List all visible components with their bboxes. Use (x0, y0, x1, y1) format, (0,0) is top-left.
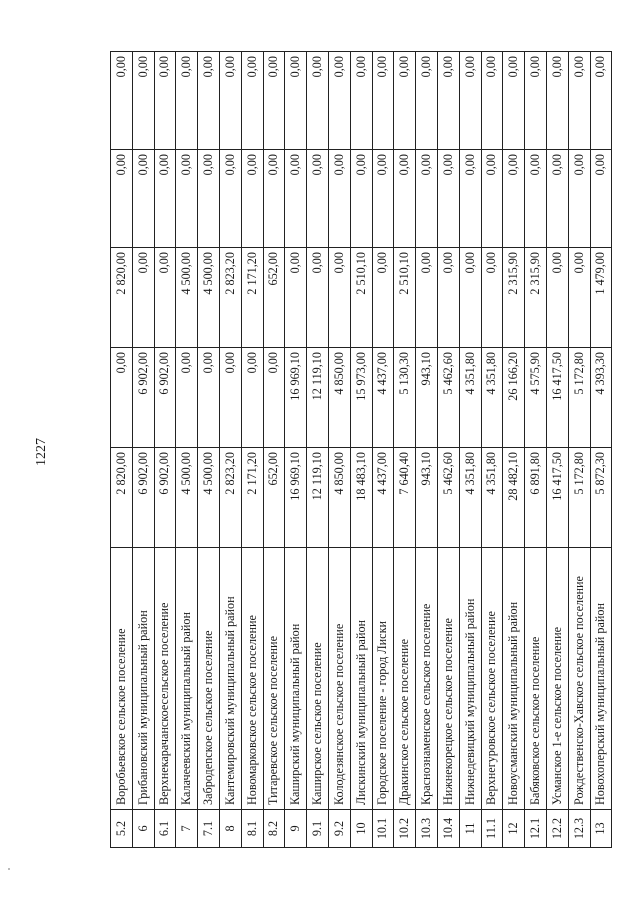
amount-cell: 0,00 (132, 150, 154, 248)
municipality-name-cell: Верхнекарачанскоесельское поселение (154, 548, 176, 810)
amount-cell: 2 823,20 (219, 248, 241, 348)
amount-cell: 1 479,00 (590, 248, 612, 348)
amount-cell: 6 902,00 (154, 448, 176, 548)
amount-cell: 4 393,30 (590, 348, 612, 448)
amount-cell: 0,00 (111, 348, 133, 448)
amount-cell: 0,00 (481, 248, 503, 348)
row-number-cell: 10.4 (437, 810, 459, 848)
amount-cell: 5 172,80 (568, 448, 590, 548)
amount-cell: 0,00 (328, 52, 350, 150)
row-number-cell: 7.1 (198, 810, 220, 848)
amount-cell: 0,00 (394, 52, 416, 150)
table-row (198, 52, 220, 848)
municipality-name-cell: Нижнедевицкий муниципальный район (459, 548, 481, 810)
row-number-cell: 10.3 (416, 810, 438, 848)
amount-cell: 0,00 (372, 52, 394, 150)
amount-cell: 0,00 (525, 52, 547, 150)
amount-cell: 0,00 (568, 150, 590, 248)
table-row (241, 52, 263, 848)
budget-table (110, 51, 612, 848)
table-row (263, 52, 285, 848)
amount-cell: 0,00 (459, 248, 481, 348)
amount-cell: 0,00 (132, 52, 154, 150)
amount-cell: 6 902,00 (154, 348, 176, 448)
amount-cell: 0,00 (546, 248, 568, 348)
amount-cell: 4 575,90 (525, 348, 547, 448)
row-number-cell: 7 (176, 810, 198, 848)
amount-cell: 4 351,80 (481, 348, 503, 448)
amount-cell: 0,00 (328, 248, 350, 348)
amount-cell: 6 902,00 (132, 448, 154, 548)
scan-artifact (8, 868, 10, 870)
amount-cell: 4 500,00 (198, 248, 220, 348)
table-row (154, 52, 176, 848)
amount-cell: 2 510,10 (394, 248, 416, 348)
amount-cell: 0,00 (416, 248, 438, 348)
row-number-cell: 13 (590, 810, 612, 848)
municipality-name-cell: Рождественско-Хавское сельское поселение (568, 548, 590, 810)
municipality-name-cell: Каширское сельское поселение (307, 548, 329, 810)
row-number-cell: 6 (132, 810, 154, 848)
municipality-name-cell: Каширский муниципальный район (285, 548, 307, 810)
amount-cell: 0,00 (176, 150, 198, 248)
municipality-name-cell: Калачеевский муниципальный район (176, 548, 198, 810)
amount-cell: 4 437,00 (372, 348, 394, 448)
amount-cell: 0,00 (263, 348, 285, 448)
amount-cell: 0,00 (546, 150, 568, 248)
amount-cell: 0,00 (481, 150, 503, 248)
amount-cell: 2 510,10 (350, 248, 372, 348)
amount-cell: 0,00 (154, 248, 176, 348)
amount-cell: 0,00 (285, 248, 307, 348)
amount-cell: 2 823,20 (219, 448, 241, 548)
table-row (416, 52, 438, 848)
amount-cell: 943,10 (416, 348, 438, 448)
table-row (503, 52, 525, 848)
row-number-cell: 8.1 (241, 810, 263, 848)
amount-cell: 0,00 (503, 150, 525, 248)
amount-cell: 0,00 (263, 150, 285, 248)
amount-cell: 5 872,30 (590, 448, 612, 548)
row-number-cell: 8 (219, 810, 241, 848)
amount-cell: 0,00 (525, 150, 547, 248)
amount-cell: 5 462,60 (437, 448, 459, 548)
amount-cell: 4 500,00 (176, 248, 198, 348)
row-number-cell: 9.1 (307, 810, 329, 848)
amount-cell: 0,00 (198, 348, 220, 448)
amount-cell: 0,00 (263, 52, 285, 150)
amount-cell: 0,00 (350, 52, 372, 150)
municipality-name-cell: Нижнекорецкое сельское поселение (437, 548, 459, 810)
amount-cell: 0,00 (219, 150, 241, 248)
table-row (437, 52, 459, 848)
table-row (307, 52, 329, 848)
amount-cell: 4 351,80 (481, 448, 503, 548)
table-row (219, 52, 241, 848)
row-number-cell: 11.1 (481, 810, 503, 848)
amount-cell: 0,00 (241, 52, 263, 150)
table-row (525, 52, 547, 848)
amount-cell: 652,00 (263, 448, 285, 548)
amount-cell: 6 891,80 (525, 448, 547, 548)
amount-cell: 0,00 (132, 248, 154, 348)
municipality-name-cell: Дракинское сельское поселение (394, 548, 416, 810)
amount-cell: 6 902,00 (132, 348, 154, 448)
table-row (372, 52, 394, 848)
amount-cell: 0,00 (307, 52, 329, 150)
amount-cell: 0,00 (372, 248, 394, 348)
municipality-name-cell: Городское поселение - город Лиски (372, 548, 394, 810)
amount-cell: 0,00 (568, 248, 590, 348)
table-row (590, 52, 612, 848)
amount-cell: 4 850,00 (328, 448, 350, 548)
amount-cell: 18 483,10 (350, 448, 372, 548)
amount-cell: 0,00 (176, 52, 198, 150)
table-body (111, 52, 612, 848)
amount-cell: 0,00 (285, 150, 307, 248)
amount-cell: 0,00 (219, 52, 241, 150)
municipality-name-cell: Грибановский муниципальный район (132, 548, 154, 810)
row-number-cell: 12.1 (525, 810, 547, 848)
municipality-name-cell: Забродenское сельское поселение (198, 548, 220, 810)
municipality-name-cell: Усманское 1-е сельское поселение (546, 548, 568, 810)
amount-cell: 0,00 (437, 150, 459, 248)
amount-cell: 0,00 (307, 248, 329, 348)
amount-cell: 4 850,00 (328, 348, 350, 448)
amount-cell: 4 500,00 (198, 448, 220, 548)
municipality-name-cell: Кантемировский муниципальный район (219, 548, 241, 810)
amount-cell: 0,00 (198, 52, 220, 150)
municipality-name-cell: Новохоперский муниципальный район (590, 548, 612, 810)
amount-cell: 0,00 (481, 52, 503, 150)
municipality-name-cell: Титаревское сельское поселение (263, 548, 285, 810)
amount-cell: 15 973,00 (350, 348, 372, 448)
row-number-cell: 12.3 (568, 810, 590, 848)
municipality-name-cell: Воробьевское сельское поселение (111, 548, 133, 810)
amount-cell: 0,00 (590, 150, 612, 248)
amount-cell: 2 171,20 (241, 248, 263, 348)
amount-cell: 7 640,40 (394, 448, 416, 548)
table-row (132, 52, 154, 848)
table-row (568, 52, 590, 848)
table-row (459, 52, 481, 848)
amount-cell: 0,00 (241, 348, 263, 448)
amount-cell: 2 820,00 (111, 448, 133, 548)
row-number-cell: 10.1 (372, 810, 394, 848)
amount-cell: 0,00 (328, 150, 350, 248)
page-number: 1227 (34, 438, 49, 466)
amount-cell: 2 315,90 (503, 248, 525, 348)
row-number-cell: 8.2 (263, 810, 285, 848)
amount-cell: 0,00 (590, 52, 612, 150)
amount-cell: 0,00 (568, 52, 590, 150)
amount-cell: 0,00 (459, 52, 481, 150)
amount-cell: 0,00 (416, 150, 438, 248)
amount-cell: 16 969,10 (285, 448, 307, 548)
municipality-name-cell: Новомарковское сельское поселение (241, 548, 263, 810)
amount-cell: 5 172,80 (568, 348, 590, 448)
amount-cell: 0,00 (198, 150, 220, 248)
amount-cell: 12 119,10 (307, 348, 329, 448)
amount-cell: 0,00 (111, 52, 133, 150)
row-number-cell: 10 (350, 810, 372, 848)
amount-cell: 0,00 (154, 52, 176, 150)
amount-cell: 4 437,00 (372, 448, 394, 548)
municipality-name-cell: Верхнегуровское сельское поселение (481, 548, 503, 810)
table-row (176, 52, 198, 848)
amount-cell: 2 171,20 (241, 448, 263, 548)
municipality-name-cell: Бабяковское сельское поселение (525, 548, 547, 810)
table-row (285, 52, 307, 848)
row-number-cell: 11 (459, 810, 481, 848)
table-row (350, 52, 372, 848)
amount-cell: 943,10 (416, 448, 438, 548)
amount-cell: 4 500,00 (176, 448, 198, 548)
budget-table-container (110, 52, 608, 848)
amount-cell: 12 119,10 (307, 448, 329, 548)
table-row (394, 52, 416, 848)
table-row (328, 52, 350, 848)
municipality-name-cell: Краснознаменское сельское поселение (416, 548, 438, 810)
table-row (481, 52, 503, 848)
municipality-name-cell: Новоусманский муниципальный район (503, 548, 525, 810)
row-number-cell: 12 (503, 810, 525, 848)
amount-cell: 652,00 (263, 248, 285, 348)
amount-cell: 0,00 (241, 150, 263, 248)
municipality-name-cell: Лискинский муниципальный район (350, 548, 372, 810)
amount-cell: 0,00 (503, 52, 525, 150)
table-row (546, 52, 568, 848)
amount-cell: 16 969,10 (285, 348, 307, 448)
row-number-cell: 9.2 (328, 810, 350, 848)
amount-cell: 0,00 (285, 52, 307, 150)
amount-cell: 16 417,50 (546, 448, 568, 548)
row-number-cell: 6.1 (154, 810, 176, 848)
amount-cell: 0,00 (437, 248, 459, 348)
amount-cell: 16 417,50 (546, 348, 568, 448)
table-row (111, 52, 133, 848)
amount-cell: 5 130,30 (394, 348, 416, 448)
row-number-cell: 12.2 (546, 810, 568, 848)
amount-cell: 0,00 (154, 150, 176, 248)
amount-cell: 0,00 (372, 150, 394, 248)
amount-cell: 5 462,60 (437, 348, 459, 448)
amount-cell: 0,00 (307, 150, 329, 248)
amount-cell: 0,00 (111, 150, 133, 248)
amount-cell: 2 315,90 (525, 248, 547, 348)
amount-cell: 0,00 (176, 348, 198, 448)
row-number-cell: 5.2 (111, 810, 133, 848)
amount-cell: 0,00 (394, 150, 416, 248)
row-number-cell: 9 (285, 810, 307, 848)
amount-cell: 0,00 (416, 52, 438, 150)
amount-cell: 2 820,00 (111, 248, 133, 348)
amount-cell: 0,00 (350, 150, 372, 248)
amount-cell: 4 351,80 (459, 348, 481, 448)
amount-cell: 0,00 (437, 52, 459, 150)
amount-cell: 28 482,10 (503, 448, 525, 548)
amount-cell: 0,00 (546, 52, 568, 150)
amount-cell: 4 351,80 (459, 448, 481, 548)
municipality-name-cell: Колодезянское сельское поселение (328, 548, 350, 810)
amount-cell: 0,00 (219, 348, 241, 448)
amount-cell: 0,00 (459, 150, 481, 248)
row-number-cell: 10.2 (394, 810, 416, 848)
amount-cell: 26 166,20 (503, 348, 525, 448)
